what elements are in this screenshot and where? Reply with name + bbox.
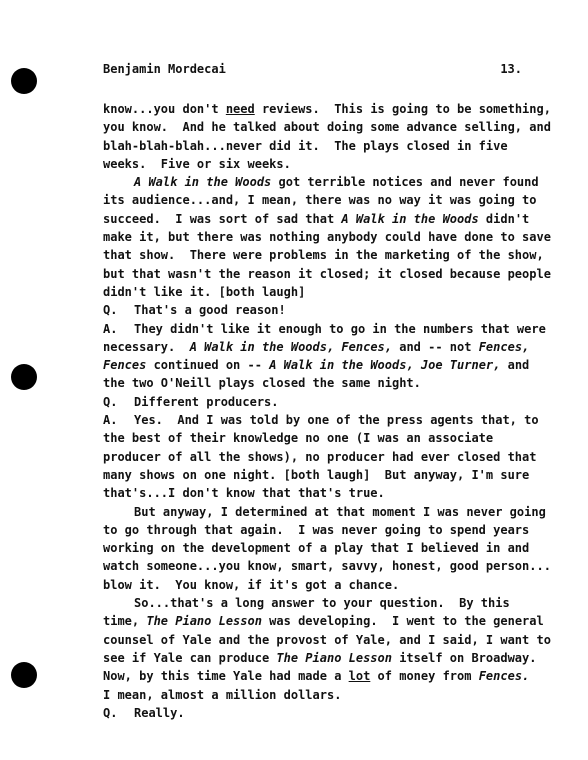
line-text: necessary.	[103, 339, 190, 354]
dialogue-line	[103, 301, 521, 319]
line-text: watch someone...you know, smart, savvy, honest, good person...	[103, 559, 551, 574]
title-text: The Piano Lesson	[146, 614, 262, 629]
line-text: was developing. I went to the general	[261, 614, 544, 629]
line-text: reviews. This is going to be something,	[254, 102, 551, 116]
line-text: Yes. And I was told by one of the press agents that, to	[134, 413, 539, 428]
line-text: Different producers.	[134, 394, 279, 409]
line-text: continued on --	[146, 358, 270, 373]
emphasis-text: need	[225, 102, 255, 116]
transcript-line	[103, 173, 539, 191]
line-text: succeed. I was sort of sad that	[103, 211, 342, 226]
transcript-line	[103, 374, 521, 392]
line-text: that's...I don't know that that's true.	[103, 486, 385, 501]
line-text: I mean, almost a million dollars.	[103, 687, 342, 702]
binder-hole-bottom	[11, 662, 37, 688]
speaker-label: Q.	[103, 303, 118, 318]
title-text: A Walk in the Woods, Fences,	[189, 339, 392, 354]
line-text: They didn't like it enough to go in the numbers that were	[134, 321, 546, 336]
transcript-line	[103, 246, 544, 264]
line-text: didn't	[478, 211, 530, 226]
transcript-line	[103, 210, 530, 228]
title-text: A Walk in the Woods, Joe Turner,	[269, 358, 501, 373]
dialogue-text	[134, 320, 546, 338]
dialogue-line	[103, 393, 521, 411]
transcript-line	[103, 137, 521, 155]
transcript-line	[103, 521, 530, 539]
line-text: blow it. You know, if it's got a chance.	[103, 577, 400, 592]
line-text: But anyway, I determined at that moment I was never going	[134, 504, 546, 519]
dialogue-text	[134, 393, 521, 411]
line-text: its audience...and, I mean, there was no way it was going to	[103, 193, 537, 208]
transcript-line	[103, 667, 530, 685]
line-text: the two O'Neill plays closed the same night.	[103, 376, 421, 391]
transcript-line	[103, 594, 521, 612]
line-text: Now, by this time Yale had made a	[103, 669, 349, 684]
binder-hole-middle	[11, 364, 37, 390]
speaker-name: Benjamin Mordecai	[103, 62, 226, 76]
transcript-line	[103, 649, 537, 667]
line-text: and	[500, 358, 530, 373]
line-text: you know. And he talked about doing some advance selling, and	[103, 120, 551, 135]
dialogue-line	[103, 320, 546, 338]
line-text: time,	[103, 614, 147, 629]
line-text: producer of all the shows), no producer had ever closed that	[103, 449, 537, 464]
dialogue-text	[134, 411, 539, 429]
transcript-line	[103, 686, 521, 704]
line-text: make it, but there was nothing anybody could have done to save	[103, 230, 551, 245]
line-text: that show. There were problems in the marketing of the show,	[103, 248, 544, 263]
page-header	[103, 62, 522, 76]
transcript-line	[103, 539, 530, 557]
title-text: Fences,	[478, 339, 530, 354]
transcript-body	[103, 100, 551, 722]
speaker-label: A.	[103, 321, 118, 336]
title-text: Fences.	[478, 669, 530, 684]
line-text: working on the development of a play that I believed in and	[103, 541, 530, 556]
dialogue-text	[134, 704, 521, 722]
transcript-line	[103, 612, 544, 630]
title-text: A Walk in the Woods	[134, 175, 272, 190]
transcript-line	[103, 356, 530, 374]
line-text: see if Yale can produce	[103, 650, 277, 665]
line-text: to go through that again. I was never going to spend years	[103, 522, 530, 537]
title-text: The Piano Lesson	[276, 650, 392, 665]
title-text: A Walk in the Woods	[341, 211, 479, 226]
transcript-line	[103, 265, 551, 283]
line-text: Really.	[134, 705, 185, 720]
line-text: the best of their knowledge no one (I was an associate	[103, 431, 494, 446]
line-text: That's a good reason!	[134, 303, 286, 318]
transcript-line	[103, 466, 530, 484]
transcript-line	[103, 191, 537, 209]
page-number: 13.	[500, 62, 522, 76]
binder-hole-top	[11, 68, 37, 94]
emphasis-text: lot	[348, 669, 371, 684]
transcript-line	[103, 503, 546, 521]
line-text: but that wasn't the reason it closed; it closed because people	[103, 266, 551, 281]
speaker-label: A.	[103, 413, 118, 428]
line-text: itself on Broadway.	[391, 650, 537, 665]
dialogue-text	[134, 301, 521, 319]
line-text: of money from	[370, 669, 479, 684]
line-text: and -- not	[392, 339, 479, 354]
line-text: counsel of Yale and the provost of Yale, and I said, I want to	[103, 632, 551, 647]
transcript-line	[103, 448, 537, 466]
transcript-line	[103, 484, 521, 502]
transcript-line	[103, 557, 551, 575]
transcript-line	[103, 155, 521, 173]
line-text: got terrible notices and never found	[271, 175, 539, 190]
dialogue-line	[103, 411, 539, 429]
line-text: didn't like it. [both laugh]	[103, 284, 306, 299]
transcript-line	[103, 228, 551, 246]
line-text: So...that's a long answer to your question. By this	[134, 596, 510, 611]
transcript-line	[103, 283, 521, 301]
transcript-line	[103, 100, 551, 118]
speaker-label: Q.	[103, 705, 118, 720]
line-text: many shows on one night. [both laugh] But anyway, I'm sure	[103, 467, 530, 482]
speaker-label: Q.	[103, 394, 118, 409]
transcript-line	[103, 429, 521, 447]
transcript-line	[103, 118, 551, 136]
transcript-line	[103, 631, 551, 649]
line-text: blah-blah-blah...never did it. The plays closed in five	[103, 138, 508, 153]
transcript-line	[103, 338, 530, 356]
title-text: Fences	[103, 358, 147, 373]
dialogue-line	[103, 704, 521, 722]
line-text: weeks. Five or six weeks.	[103, 156, 291, 171]
line-text: know...you don't	[103, 102, 226, 116]
transcript-line	[103, 576, 521, 594]
